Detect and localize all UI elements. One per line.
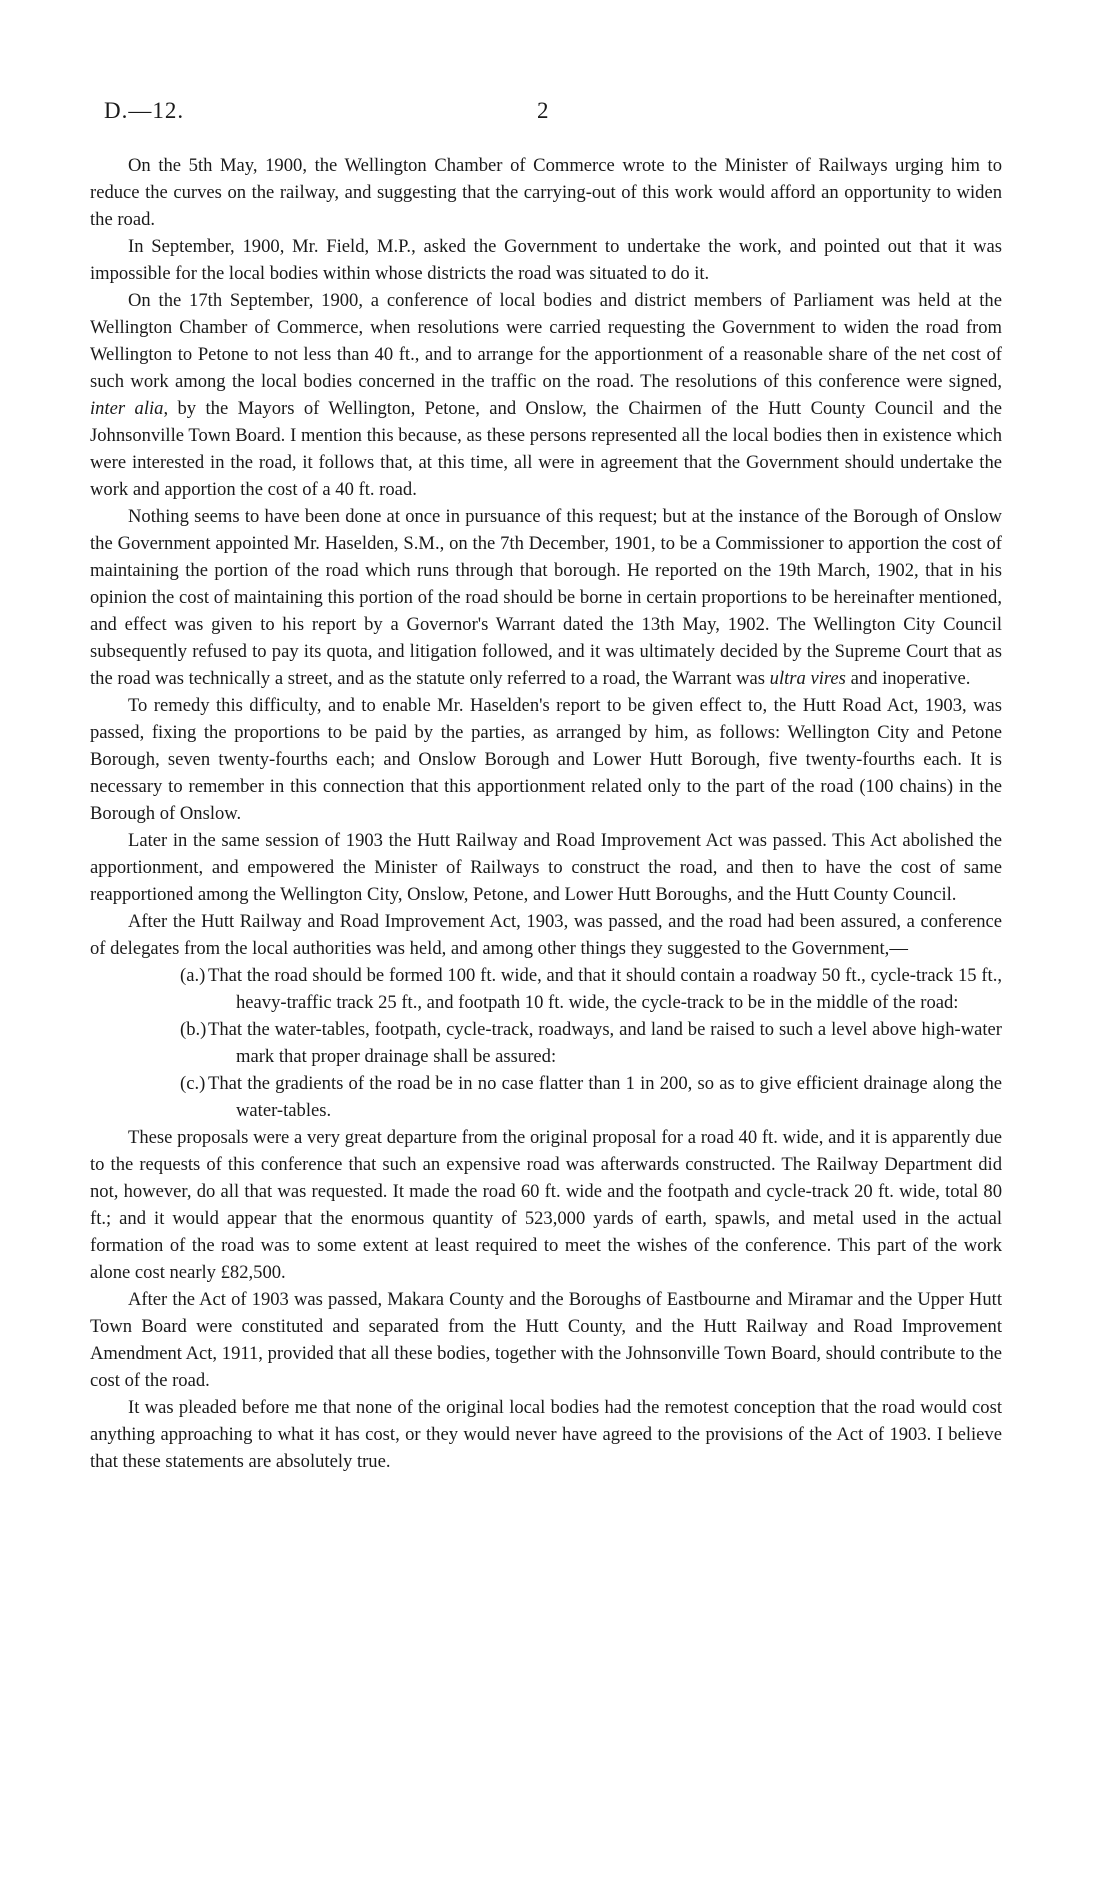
list-item-label: (c.)	[180, 1073, 206, 1094]
paragraph-1: On the 5th May, 1900, the Wellington Chamber of Commerce wrote to the Minister of Railways urging him to reduce the curves on the railway, and suggesting that the carrying-out of this work would afford an opportunity to widen the road.	[90, 155, 1002, 230]
paragraph-10: It was pleaded before me that none of the original local bodies had the remotest conception that the road would cost anything approaching to what it has cost, or they would never have agreed to the provisions of the Act of 1903. I believe that these statements are absolutely true.	[90, 1397, 1002, 1472]
paragraph-3-part-2: , by the Mayors of Wellington, Petone, and Onslow, the Chairmen of the Hutt County Council and the Johnsonville Town Board. I mention this because, as these persons represented all the local bodies then in existence which were interested in the road, it follows that, at this time, all were in agreement that the Government should undertake the work and apportion the cost of a 40 ft. road.	[90, 398, 1002, 500]
list-item	[90, 1016, 1002, 1070]
latin-phrase: inter alia	[90, 398, 164, 419]
list-item-text: That the gradients of the road be in no case flatter than 1 in 200, so as to give efficient drainage along the water-tables.	[208, 1073, 1002, 1121]
paragraph-7: After the Hutt Railway and Road Improvement Act, 1903, was passed, and the road had been assured, a conference of delegates from the local authorities was held, and among other things they suggested to the Government,—	[90, 911, 1002, 959]
paragraph-2: In September, 1900, Mr. Field, M.P., asked the Government to undertake the work, and pointed out that it was impossible for the local bodies within whose districts the road was situated to do it.	[90, 236, 1002, 284]
paragraph-9: After the Act of 1903 was passed, Makara County and the Boroughs of Eastbourne and Miramar and the Upper Hutt Town Board were constituted and separated from the Hutt County, and the Hutt Railway and Road Improvement Amendment Act, 1911, provided that all these bodies, together with the Johnsonville Town Board, should contribute to the cost of the road.	[90, 1289, 1002, 1391]
list-item	[90, 1070, 1002, 1124]
paragraph-6: Later in the same session of 1903 the Hutt Railway and Road Improvement Act was passed. This Act abolished the apportionment, and empowered the Minister of Railways to construct the road, and then to have the cost of same reapportioned among the Wellington City, Onslow, Petone, and Lower Hutt Boroughs, and the Hutt County Council.	[90, 830, 1002, 905]
paragraph-3-part-1: On the 17th September, 1900, a conference of local bodies and district members of Parliament was held at the Wellington Chamber of Commerce, when resolutions were carried requesting the Government to widen the road from Wellington to Petone to not less than 40 ft., and to arrange for the apportionment of a reasonable share of the net cost of such work among the local bodies concerned in the traffic on the road. The resolutions of this conference were signed,	[90, 290, 1002, 392]
list-item-label: (b.)	[180, 1019, 207, 1040]
latin-phrase: ultra vires	[769, 668, 846, 689]
paragraph-5: To remedy this difficulty, and to enable Mr. Haselden's report to be given effect to, the Hutt Road Act, 1903, was passed, fixing the proportions to be paid by the parties, as arranged by him, as follows: Wellington City and Petone Borough, seven twenty-fourths each; and Onslow Borough and Lower Hutt Borough, five twenty-fourths each. It is necessary to remember in this connection that this apportionment related only to the part of the road (100 chains) in the Borough of Onslow.	[90, 695, 1002, 824]
paragraph-8: These proposals were a very great departure from the original proposal for a road 40 ft. wide, and it is apparently due to the requests of this conference that such an expensive road was afterwards constructed. The Railway Department did not, however, do all that was requested. It made the road 60 ft. wide and the footpath and cycle-track 20 ft. wide, total 80 ft.; and it would appear that the enormous quantity of 523,000 yards of earth, spawls, and metal used in the actual formation of the road was to some extent at least required to meet the wishes of the conference. This part of the work alone cost nearly £82,500.	[90, 1127, 1002, 1283]
page-number: 2	[537, 98, 550, 123]
list-item	[90, 962, 1002, 1016]
suggestions-list	[90, 962, 1002, 1124]
paragraph-4-part-2: and inoperative.	[845, 668, 971, 689]
paragraph-4-part-1: Nothing seems to have been done at once in pursuance of this request; but at the instance of the Borough of Onslow the Government appointed Mr. Haselden, S.M., on the 7th December, 1901, to be a Commissioner to apportion the cost of maintaining the portion of the road which runs through that borough. He reported on the 19th March, 1902, that in his opinion the cost of maintaining this portion of the road should be borne in certain proportions to be hereinafter mentioned, and effect was given to his report by a Governor's Warrant dated the 13th May, 1902. The Wellington City Council subsequently refused to pay its quota, and litigation followed, and it was ultimately decided by the Supreme Court that as the road was technically a street, and as the statute only referred to a road, the Warrant was	[90, 506, 1002, 689]
paragraph-3	[90, 287, 1002, 503]
list-item-text: That the road should be formed 100 ft. wide, and that it should contain a roadway 50 ft., cycle-track 15 ft., heavy-traffic track 25 ft., and footpath 10 ft. wide, the cycle-track to be in the middle of the road:	[208, 965, 1002, 1013]
paragraph-4	[90, 503, 1002, 692]
list-item-label: (a.)	[180, 965, 206, 986]
list-item-text: That the water-tables, footpath, cycle-track, roadways, and land be raised to such a level above high-water mark that proper drainage shall be assured:	[208, 1019, 1002, 1067]
page-header	[104, 98, 1012, 128]
document-reference: D.—12.	[104, 98, 185, 123]
body-text	[90, 152, 1002, 1475]
